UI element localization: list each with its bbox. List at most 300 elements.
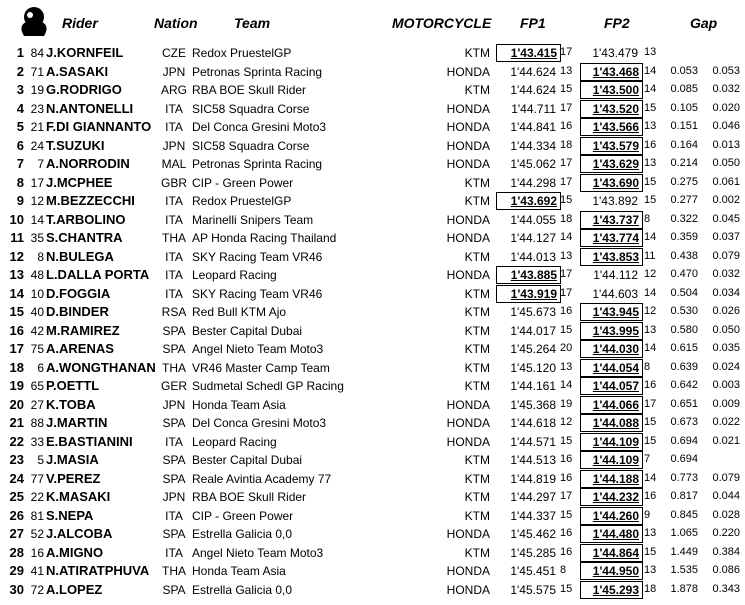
- motorcycle: HONDA: [446, 212, 490, 227]
- rider-name: J.ALCOBA: [46, 526, 113, 541]
- position: 27: [9, 526, 24, 541]
- team-name: Marinelli Snipers Team: [192, 212, 314, 227]
- table-row: [0, 81, 745, 100]
- team-name: RBA BOE Skull Rider: [192, 490, 307, 504]
- fp1-laps: 15: [560, 434, 573, 447]
- nation: ITA: [165, 101, 183, 116]
- motorcycle-rider-icon: [14, 6, 54, 38]
- fp1-laps: 19: [560, 397, 573, 410]
- motorcycle: HONDA: [446, 397, 490, 412]
- rider-name: J.MARTIN: [46, 415, 108, 430]
- position: 10: [9, 211, 24, 227]
- gap-to-first: 0.053: [670, 64, 698, 77]
- fp2-time: 1'43.468: [580, 63, 643, 81]
- gap-to-first: 1.449: [670, 545, 698, 558]
- fp1-time: 1'44.624: [510, 64, 556, 79]
- fp1-time: 1'45.462: [510, 527, 556, 541]
- fp1-time: 1'44.013: [510, 249, 556, 264]
- rider-name: K.MASAKI: [46, 489, 111, 504]
- rider-number: 35: [30, 231, 44, 245]
- gap-to-previous: 0.220: [712, 527, 740, 539]
- rider-number: 8: [37, 249, 44, 264]
- fp1-laps: 17: [560, 46, 573, 58]
- fp1-time: 1'44.055: [510, 212, 556, 227]
- fp1-laps: 16: [560, 305, 573, 317]
- motorcycle: KTM: [464, 175, 490, 190]
- motorcycle: HONDA: [446, 582, 490, 597]
- fp2-time: 1'44.054: [580, 359, 643, 377]
- motorcycle: HONDA: [446, 64, 490, 79]
- fp2-time: 1'43.520: [580, 100, 643, 118]
- fp2-laps: 9: [644, 508, 651, 521]
- rider-name: S.NEPA: [46, 507, 94, 523]
- motorcycle: HONDA: [446, 101, 490, 116]
- rider-name: M.RAMIREZ: [46, 322, 120, 338]
- position: 16: [9, 322, 24, 338]
- nation: ITA: [165, 212, 183, 227]
- position: 23: [9, 452, 24, 467]
- table-row: [0, 451, 745, 470]
- rider-name: T.ARBOLINO: [46, 211, 126, 227]
- fp2-laps: 13: [644, 157, 657, 169]
- team-name: Petronas Sprinta Racing: [192, 157, 323, 171]
- header-nation: Nation: [154, 15, 198, 31]
- motorcycle: KTM: [464, 342, 490, 356]
- gap-to-previous: 0.079: [712, 471, 740, 484]
- rider-number: 77: [30, 471, 44, 486]
- rider-number: 40: [30, 305, 44, 319]
- gap-to-first: 0.359: [670, 231, 698, 243]
- fp1-laps: 15: [560, 83, 573, 95]
- nation: ITA: [165, 194, 183, 208]
- team-name: Red Bull KTM Ajo: [192, 305, 287, 319]
- rider-number: 48: [30, 268, 44, 282]
- gap-to-previous: 0.035: [712, 342, 740, 354]
- nation: ITA: [165, 434, 183, 449]
- nation: JPN: [162, 490, 186, 504]
- gap-to-previous: 0.050: [712, 157, 740, 169]
- gap-to-first: 0.580: [670, 323, 698, 336]
- fp2-laps: 15: [644, 175, 657, 188]
- team-name: SIC58 Squadra Corse: [192, 138, 310, 153]
- table-row: [0, 44, 745, 63]
- team-name: Del Conca Gresini Moto3: [192, 416, 327, 430]
- fp2-time: 1'44.480: [580, 525, 643, 543]
- fp1-laps: 15: [560, 323, 573, 336]
- rider-name: K.TOBA: [46, 396, 96, 412]
- table-row: [0, 100, 745, 119]
- gap-to-first: 0.151: [670, 120, 698, 132]
- motorcycle: HONDA: [446, 268, 490, 282]
- rider-number: 33: [30, 434, 44, 449]
- motorcycle: HONDA: [446, 231, 490, 245]
- motorcycle: KTM: [464, 323, 490, 338]
- table-row: [0, 155, 745, 174]
- fp2-laps: 14: [644, 471, 657, 484]
- gap-to-previous: 0.079: [712, 249, 740, 262]
- gap-to-previous: 0.061: [712, 175, 740, 188]
- fp2-time: 1'44.088: [580, 414, 643, 432]
- team-name: Honda Team Asia: [192, 564, 286, 578]
- nation: CZE: [162, 46, 186, 60]
- gap-to-previous: 0.021: [712, 434, 740, 447]
- rider-number: 10: [30, 286, 44, 301]
- fp1-time: 1'44.513: [510, 453, 556, 467]
- fp1-laps: 16: [560, 527, 573, 539]
- fp1-laps: 12: [560, 416, 573, 428]
- fp1-time: 1'44.161: [510, 379, 556, 393]
- rider-name: F.DI GIANNANTO: [46, 119, 152, 134]
- position: 14: [9, 285, 24, 301]
- fp2-laps: 16: [644, 138, 657, 151]
- fp1-laps: 16: [560, 545, 573, 558]
- table-row: [0, 433, 745, 452]
- nation: SPA: [162, 471, 186, 486]
- fp1-laps: 13: [560, 64, 573, 77]
- gap-to-first: 1.878: [670, 582, 698, 595]
- header-motorcycle: MOTORCYCLE: [392, 15, 492, 31]
- motorcycle: HONDA: [446, 434, 490, 449]
- fp2-laps: 14: [644, 286, 657, 299]
- fp1-laps: 13: [560, 360, 573, 373]
- team-name: AP Honda Racing Thailand: [192, 231, 337, 245]
- fp2-time: 1'44.030: [580, 340, 643, 358]
- motorcycle: KTM: [464, 305, 490, 319]
- nation: THA: [162, 231, 186, 245]
- fp2-laps: 15: [644, 545, 657, 558]
- nation: JPN: [162, 64, 186, 79]
- fp2-laps: 14: [644, 64, 657, 77]
- fp2-time: 1'43.774: [580, 229, 643, 247]
- fp2-laps: 15: [644, 416, 657, 428]
- fp2-time: 1'43.892: [592, 194, 638, 208]
- rider-name: N.ATIRATPHUVA: [46, 563, 150, 578]
- gap-to-previous: 0.044: [712, 490, 740, 502]
- team-name: SKY Racing Team VR46: [192, 249, 323, 264]
- motorcycle: HONDA: [446, 157, 490, 171]
- position: 28: [9, 544, 24, 560]
- rider-number: 24: [30, 138, 44, 153]
- motorcycle: KTM: [464, 46, 490, 60]
- gap-to-previous: 0.026: [712, 305, 740, 317]
- position: 17: [9, 341, 24, 356]
- fp2-laps: 13: [644, 564, 657, 576]
- gap-to-previous: 0.045: [712, 212, 740, 225]
- gap-to-previous: 0.343: [712, 582, 740, 595]
- gap-to-previous: 0.022: [712, 416, 740, 428]
- motorcycle: HONDA: [446, 416, 490, 430]
- table-row: [0, 322, 745, 341]
- fp2-laps: 12: [644, 268, 657, 280]
- team-name: Sudmetal Schedl GP Racing: [192, 379, 344, 393]
- fp2-laps: 13: [644, 527, 657, 539]
- team-name: Estrella Galicia 0,0: [192, 582, 293, 597]
- fp1-time: 1'43.919: [496, 285, 561, 303]
- rider-name: S.CHANTRA: [46, 230, 123, 245]
- fp2-laps: 8: [644, 212, 651, 225]
- gap-to-previous: 0.009: [712, 397, 740, 410]
- rider-name: D.BINDER: [46, 304, 109, 319]
- rider-name: A.WONGTHANAN: [46, 359, 156, 375]
- fp2-time: 1'44.603: [592, 286, 638, 301]
- gap-to-first: 0.673: [670, 416, 698, 428]
- table-row: [0, 359, 745, 378]
- gap-to-previous: 0.024: [712, 360, 740, 373]
- team-name: Redox PruestelGP: [192, 46, 292, 60]
- header-team: Team: [234, 15, 271, 31]
- table-row: [0, 544, 745, 563]
- table-row: [0, 63, 745, 82]
- position: 3: [16, 82, 24, 97]
- fp2-laps: 14: [644, 342, 657, 354]
- rider-name: G.RODRIGO: [46, 82, 122, 97]
- position: 9: [16, 193, 24, 208]
- position: 20: [9, 396, 24, 412]
- fp1-time: 1'45.451: [510, 564, 556, 578]
- fp2-laps: 11: [644, 249, 656, 262]
- fp2-laps: 16: [644, 490, 657, 502]
- fp1-time: 1'45.120: [510, 360, 556, 375]
- fp2-time: 1'44.260: [580, 507, 643, 525]
- position: 30: [9, 581, 24, 597]
- gap-to-first: 0.773: [670, 471, 698, 484]
- rider-number: 88: [30, 416, 44, 430]
- motorcycle: KTM: [464, 379, 490, 393]
- motorcycle: KTM: [464, 453, 490, 467]
- team-name: Reale Avintia Academy 77: [192, 471, 332, 486]
- fp1-laps: 15: [560, 508, 573, 521]
- table-row: [0, 211, 745, 230]
- header-gap: Gap: [690, 15, 718, 31]
- rider-number: 72: [30, 582, 44, 597]
- nation: ITA: [165, 545, 183, 560]
- fp1-laps: 16: [560, 471, 573, 484]
- gap-to-previous: 0.050: [712, 323, 740, 336]
- rider-number: 14: [30, 212, 44, 227]
- rider-number: 22: [30, 490, 44, 504]
- fp1-laps: 17: [560, 268, 573, 280]
- fp1-laps: 16: [560, 120, 573, 132]
- gap-to-previous: 0.013: [712, 138, 740, 151]
- team-name: Redox PruestelGP: [192, 194, 292, 208]
- nation: GBR: [160, 175, 187, 190]
- fp1-time: 1'45.575: [510, 582, 556, 597]
- gap-to-previous: 0.037: [712, 231, 740, 243]
- team-name: Estrella Galicia 0,0: [192, 527, 293, 541]
- fp1-time: 1'44.624: [510, 83, 556, 97]
- fp2-time: 1'43.945: [580, 303, 643, 321]
- header-fp2: FP2: [604, 15, 630, 31]
- team-name: Bester Capital Dubai: [192, 453, 303, 467]
- rider-number: 52: [30, 527, 44, 541]
- gap-to-previous: 0.053: [712, 64, 740, 77]
- fp1-time: 1'44.711: [511, 101, 556, 116]
- rider-name: M.BEZZECCHI: [46, 193, 135, 208]
- rider-name: A.MIGNO: [46, 544, 104, 560]
- gap-to-first: 1.065: [670, 527, 698, 539]
- nation: SPA: [162, 527, 186, 541]
- gap-to-previous: 0.034: [712, 286, 740, 299]
- rider-number: 17: [30, 175, 44, 190]
- fp1-laps: 13: [560, 249, 573, 262]
- table-row: [0, 229, 745, 248]
- gap-to-first: 0.322: [670, 212, 698, 225]
- rider-name: A.ARENAS: [46, 341, 114, 356]
- table-row: [0, 192, 745, 211]
- team-name: Del Conca Gresini Moto3: [192, 120, 327, 134]
- fp1-laps: 15: [560, 194, 573, 206]
- fp2-time: 1'43.579: [580, 137, 643, 155]
- table-row: [0, 507, 745, 526]
- table-row: [0, 174, 745, 193]
- fp2-time: 1'43.690: [580, 174, 643, 192]
- motorcycle: KTM: [464, 545, 490, 560]
- team-name: VR46 Master Camp Team: [192, 360, 330, 375]
- gap-to-first: 1.535: [670, 564, 698, 576]
- rider-name: A.LOPEZ: [46, 581, 103, 597]
- fp1-time: 1'44.841: [510, 120, 556, 134]
- nation: SPA: [162, 582, 186, 597]
- position: 6: [16, 137, 24, 153]
- fp2-laps: 13: [644, 120, 657, 132]
- fp1-laps: 14: [560, 379, 573, 391]
- gap-to-previous: 0.384: [712, 545, 740, 558]
- team-name: Leopard Racing: [192, 434, 277, 449]
- rider-number: 27: [30, 397, 44, 412]
- fp1-laps: 20: [560, 342, 573, 354]
- rider-number: 75: [30, 342, 44, 356]
- rider-name: A.SASAKI: [46, 63, 109, 79]
- gap-to-previous: 0.003: [712, 379, 740, 391]
- position: 8: [16, 174, 24, 190]
- fp2-time: 1'44.109: [580, 433, 643, 451]
- table-row: [0, 488, 745, 507]
- motorcycle: KTM: [464, 286, 490, 301]
- nation: SPA: [162, 342, 186, 356]
- fp1-laps: 17: [560, 286, 573, 299]
- gap-to-previous: 0.020: [712, 101, 740, 114]
- gap-to-first: 0.085: [670, 83, 698, 95]
- fp1-laps: 17: [560, 101, 573, 114]
- team-name: CIP - Green Power: [192, 175, 294, 190]
- gap-to-previous: 0.032: [712, 83, 740, 95]
- rider-name: E.BASTIANINI: [46, 433, 133, 449]
- rider-number: 81: [30, 508, 44, 523]
- nation: SPA: [162, 323, 186, 338]
- fp2-laps: 14: [644, 83, 657, 95]
- rider-name: J.MCPHEE: [46, 174, 113, 190]
- position: 12: [9, 248, 24, 264]
- nation: GER: [160, 379, 187, 393]
- table-row: [0, 396, 745, 415]
- motorcycle: HONDA: [446, 138, 490, 153]
- fp2-laps: 18: [644, 582, 657, 595]
- gap-to-previous: 0.086: [712, 564, 740, 576]
- rider-name: J.KORNFEIL: [46, 45, 124, 60]
- gap-to-first: 0.164: [670, 138, 698, 151]
- fp2-laps: 13: [644, 323, 657, 336]
- team-name: SIC58 Squadra Corse: [192, 101, 310, 116]
- fp1-laps: 17: [560, 157, 573, 169]
- fp1-time: 1'44.127: [510, 231, 556, 245]
- rider-name: V.PEREZ: [46, 470, 101, 486]
- nation: SPA: [162, 416, 186, 430]
- fp1-laps: 16: [560, 453, 573, 465]
- nation: JPN: [162, 138, 186, 153]
- position: 13: [9, 267, 24, 282]
- motorcycle: KTM: [464, 194, 490, 208]
- rider-number: 42: [30, 323, 44, 338]
- fp1-time: 1'43.692: [496, 192, 561, 210]
- rider-number: 12: [30, 194, 44, 208]
- table-row: [0, 285, 745, 304]
- rider-name: N.BULEGA: [46, 248, 114, 264]
- position: 25: [9, 489, 24, 504]
- rider-number: 41: [30, 564, 44, 578]
- rider-number: 21: [30, 120, 44, 134]
- table-row: [0, 303, 745, 322]
- team-name: SKY Racing Team VR46: [192, 286, 323, 301]
- position: 11: [10, 230, 24, 245]
- motorcycle: KTM: [464, 360, 490, 375]
- rider-number: 23: [30, 101, 44, 116]
- nation: ITA: [165, 286, 183, 301]
- fp1-time: 1'44.337: [510, 508, 556, 523]
- fp1-time: 1'44.819: [510, 471, 556, 486]
- gap-to-previous: 0.046: [712, 120, 740, 132]
- fp2-time: 1'43.629: [580, 155, 643, 173]
- fp1-time: 1'45.062: [510, 157, 556, 171]
- rider-number: 5: [37, 453, 44, 467]
- team-name: RBA BOE Skull Rider: [192, 83, 307, 97]
- fp1-laps: 17: [560, 490, 573, 502]
- position: 22: [9, 433, 24, 449]
- table-row: [0, 118, 745, 137]
- rider-number: 7: [37, 157, 44, 171]
- fp2-time: 1'44.864: [580, 544, 643, 562]
- fp2-time: 1'44.109: [580, 451, 643, 469]
- nation: RSA: [161, 305, 187, 319]
- fp2-time: 1'43.500: [580, 81, 643, 99]
- nation: ITA: [165, 268, 183, 282]
- rider-number: 19: [30, 83, 44, 97]
- motorcycle: KTM: [464, 249, 490, 264]
- fp1-time: 1'44.571: [510, 434, 556, 449]
- position: 7: [16, 156, 24, 171]
- table-row: [0, 137, 745, 156]
- fp2-time: 1'43.566: [580, 118, 643, 136]
- gap-to-previous: 0.032: [712, 268, 740, 280]
- fp1-time: 1'43.415: [496, 44, 561, 62]
- team-name: Angel Nieto Team Moto3: [192, 342, 324, 356]
- fp2-laps: 8: [644, 360, 651, 373]
- nation: SPA: [162, 453, 186, 467]
- gap-to-first: 0.845: [670, 508, 698, 521]
- gap-to-first: 0.639: [670, 360, 698, 373]
- position: 19: [9, 378, 24, 393]
- fp1-laps: 14: [560, 231, 573, 243]
- fp2-laps: 15: [644, 101, 657, 114]
- motorcycle: HONDA: [446, 527, 490, 541]
- gap-to-previous: 0.028: [712, 508, 740, 521]
- gap-to-first: 0.438: [670, 249, 698, 262]
- gap-to-first: 0.651: [670, 397, 698, 410]
- fp1-time: 1'45.368: [510, 397, 556, 412]
- motorcycle: HONDA: [446, 564, 490, 578]
- fp1-laps: 15: [560, 582, 573, 595]
- rider-name: P.OETTL: [46, 378, 100, 393]
- fp2-time: 1'44.232: [580, 488, 643, 506]
